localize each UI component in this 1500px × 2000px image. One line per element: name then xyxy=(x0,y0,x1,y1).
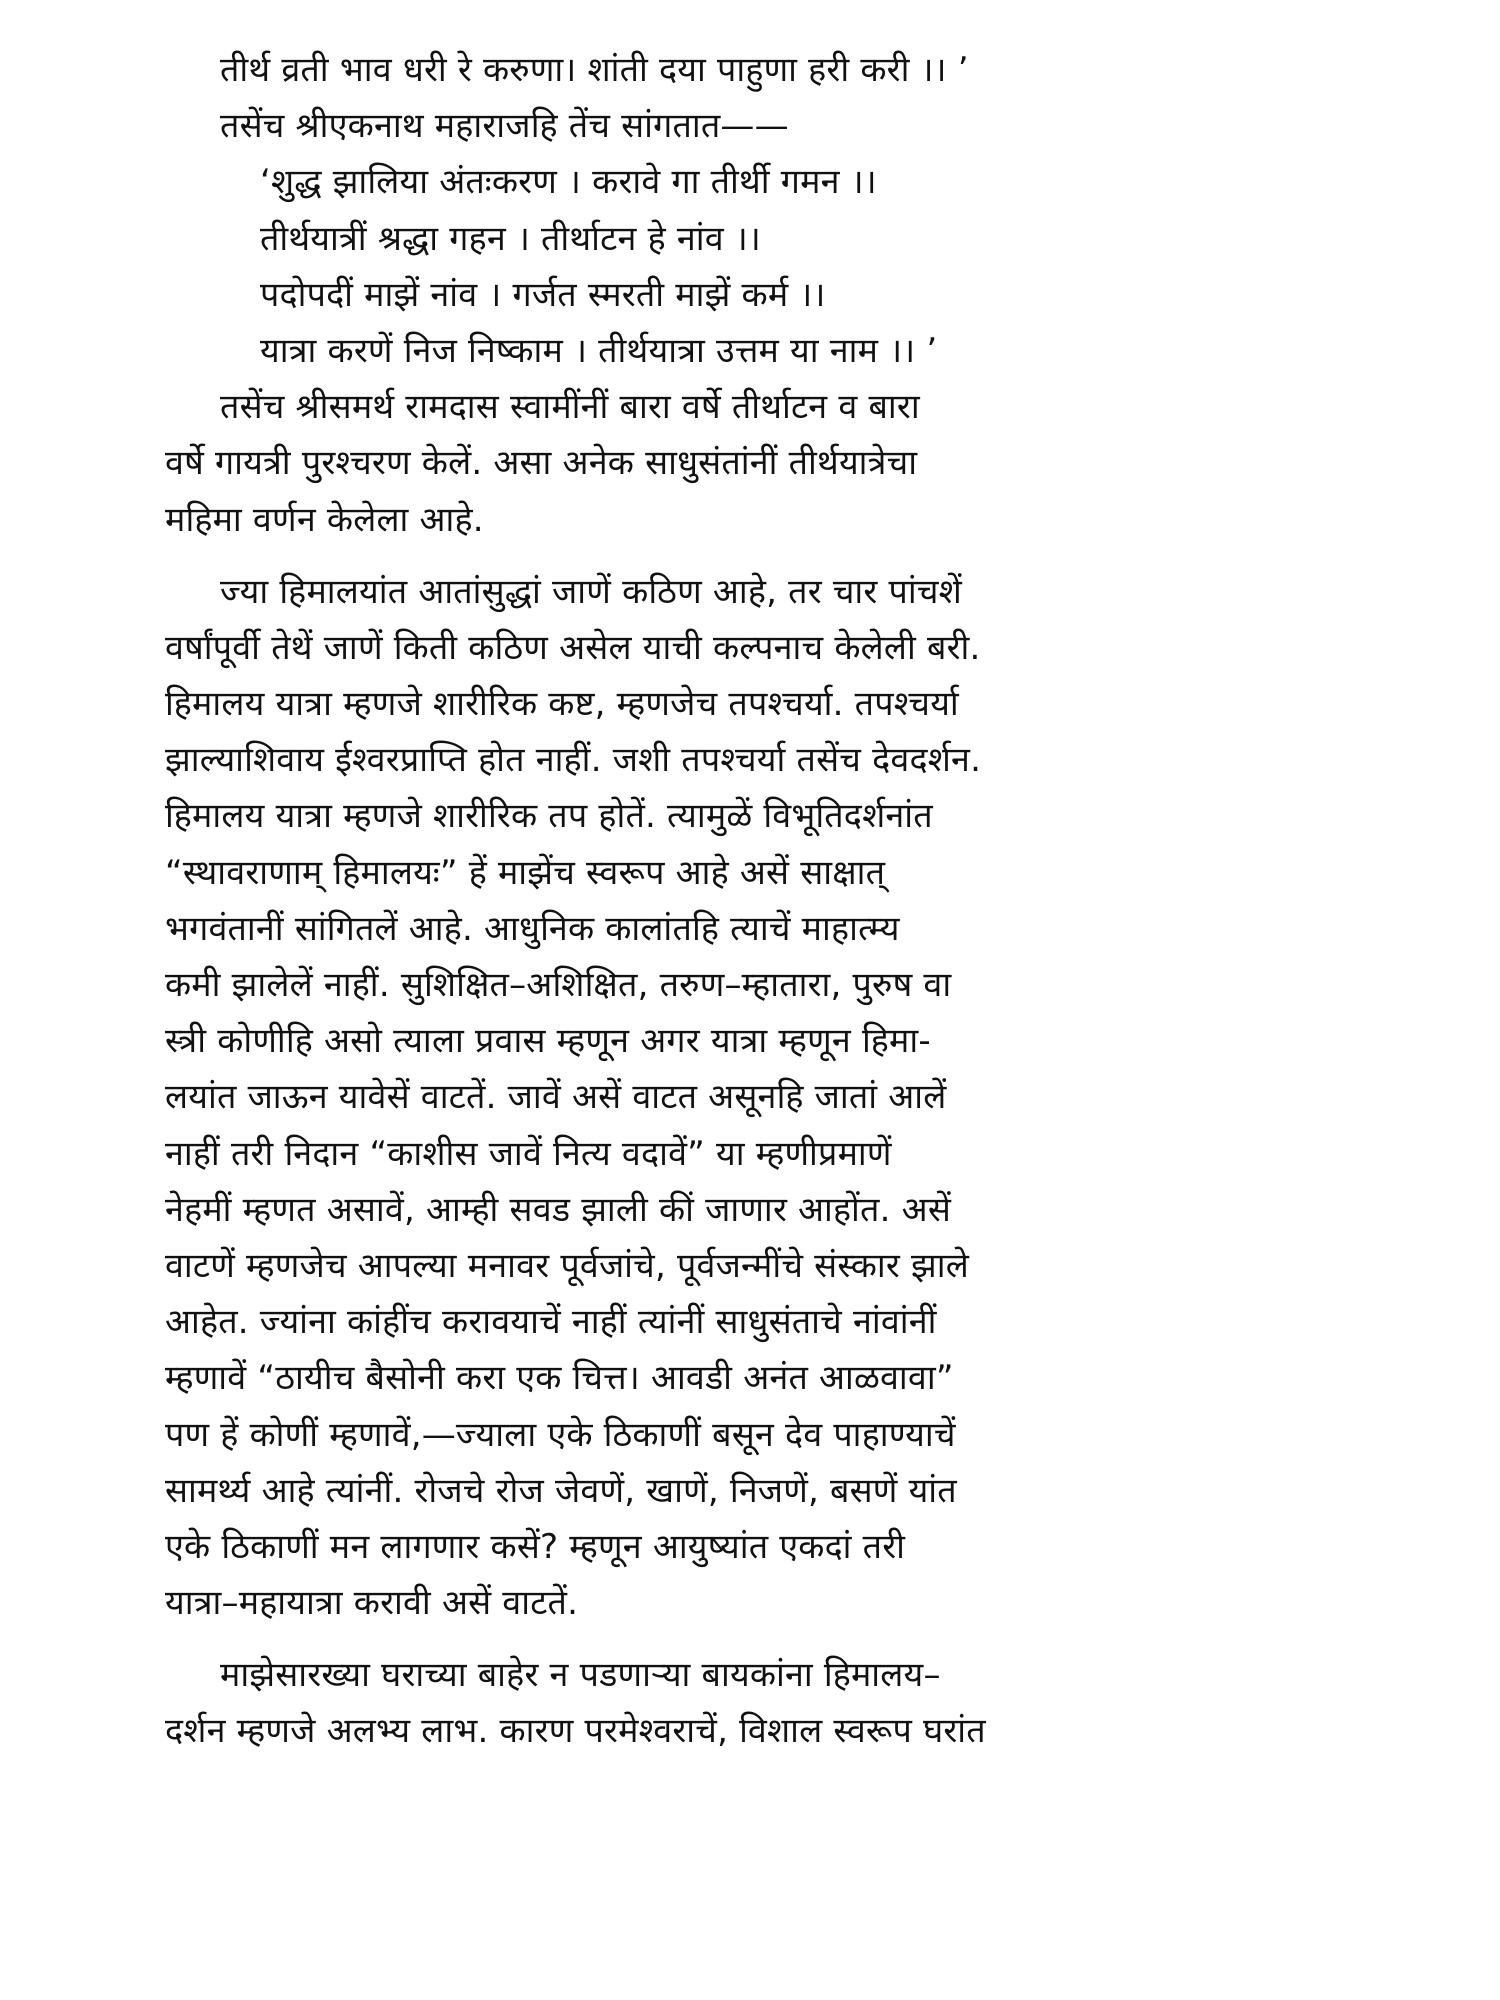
quoted-verse xyxy=(165,154,1345,379)
paragraph-1 xyxy=(165,379,1345,548)
paragraph-line: माझेसारख्या घराच्या बाहेर न पडणाऱ्या बायकांना हिमालय– xyxy=(220,1655,941,1696)
paragraph-line: सामर्थ्य आहे त्यांनीं. रोजचे रोज जेवणें, खाणें, निजणें, बसणें यांत xyxy=(165,1470,957,1511)
page-text xyxy=(165,42,1345,1760)
paragraph-line: यात्रा–महायात्रा करावी असें वाटतें. xyxy=(165,1583,579,1624)
paragraph-line: तसेंच श्रीसमर्थ रामदास स्वामींनीं बारा वर्षे तीर्थाटन व बारा xyxy=(220,387,920,428)
paragraph-line: वाटणें म्हणजेच आपल्या मनावर पूर्वजांचे, पूर्वजन्मींचे संस्कार झाले xyxy=(165,1245,969,1286)
paragraph-3 xyxy=(165,1647,1345,1759)
paragraph-line: भगवंतानीं सांगितलें आहे. आधुनिक कालांतहि त्याचें माहात्म्य xyxy=(165,908,900,949)
paragraph-line: नेहमीं म्हणत असावें, आम्ही सवड झाली कीं जाणार आहोंत. असें xyxy=(165,1189,952,1230)
paragraph-line: दर्शन म्हणजे अलभ्य लाभ. कारण परमेश्वराचें, विशाल स्वरूप घरांत xyxy=(165,1711,986,1752)
paragraph-line: झाल्याशिवाय ईश्वरप्राप्ति होत नाहीं. जशी तपश्चर्या तसेंच देवदर्शन. xyxy=(165,740,982,781)
paragraph-line: आहेत. ज्यांना कांहींच करावयाचें नाहीं त्यांनीं साधुसंताचे नांवांनीं xyxy=(165,1302,937,1343)
paragraph-line: कमी झालेलें नाहीं. सुशिक्षित–अशिक्षित, तरुण–म्हातारा, पुरुष वा xyxy=(165,965,952,1005)
paragraph-line: वर्षे गायत्री पुरश्चरण केलें. असा अनेक साधुसंतांनीं तीर्थयात्रेचा xyxy=(165,443,918,484)
paragraph-line: एके ठिकाणीं मन लागणार कसें? म्हणून आयुष्यांत एकदां तरी xyxy=(165,1526,906,1567)
verse-line: पदोपदीं माझें नांव । गर्जत स्मरती माझें कर्म ।। xyxy=(260,274,826,315)
intro-line: तसेंच श्रीएकनाथ महाराजहि तेंच सांगतात—— xyxy=(220,106,789,147)
paragraph-line: महिमा वर्णन केलेला आहे. xyxy=(165,499,484,540)
paragraph-line: हिमालय यात्रा म्हणजे शारीरिक कष्ट, म्हणजेच तपश्चर्या. तपश्चर्या xyxy=(165,684,959,725)
verse-line: तीर्थयात्रीं श्रद्धा गहन । तीर्थाटन हे नांव ।। xyxy=(260,218,761,259)
paragraph-line: म्हणावें “ठायीच बैसोनी करा एक चित्त। आवडी अनंत आळवावा” xyxy=(165,1358,954,1399)
paragraph-line: पण हें कोणीं म्हणावें,—ज्याला एके ठिकाणीं बसून देव पाहाण्याचें xyxy=(165,1414,956,1455)
paragraph-line: ज्या हिमालयांत आतांसुद्धां जाणें कठिण आहे, तर चार पांचशें xyxy=(220,571,962,612)
paragraph-line: वर्षांपूर्वी तेथें जाणें किती कठिण असेल याची कल्पनाच केलेली बरी. xyxy=(165,627,981,668)
paragraph-line: स्त्री कोणीहि असो त्याला प्रवास म्हणून अगर यात्रा म्हणून हिमा- xyxy=(165,1021,931,1062)
verse-line: ‘शुद्ध झालिया अंतःकरण । करावे गा तीर्थी गमन ।। xyxy=(260,162,877,203)
paragraph-line: “स्थावराणाम् हिमालयः” हें माझेंच स्वरूप आहे असें साक्षात् xyxy=(165,852,886,893)
paragraph-line: हिमालय यात्रा म्हणजे शारीरिक तप होतें. त्यामुळें विभूतिदर्शनांत xyxy=(165,796,933,837)
verse-closing-line: तीर्थ व्रती भाव धरी रे करुणा। शांती दया पाहुणा हरी करी ।। ’ xyxy=(220,50,969,90)
paragraph-line: लयांत जाऊन यावेसें वाटतें. जावें असें वाटत असूनहि जातां आलें xyxy=(165,1077,947,1118)
verse-line: यात्रा करणें निज निष्काम । तीर्थयात्रा उत्तम या नाम ।। ’ xyxy=(260,330,938,371)
paragraph-line: नाहीं तरी निदान “काशीस जावें नित्य वदावें” या म्हणीप्रमाणें xyxy=(165,1133,892,1174)
paragraph-2 xyxy=(165,564,1345,1632)
